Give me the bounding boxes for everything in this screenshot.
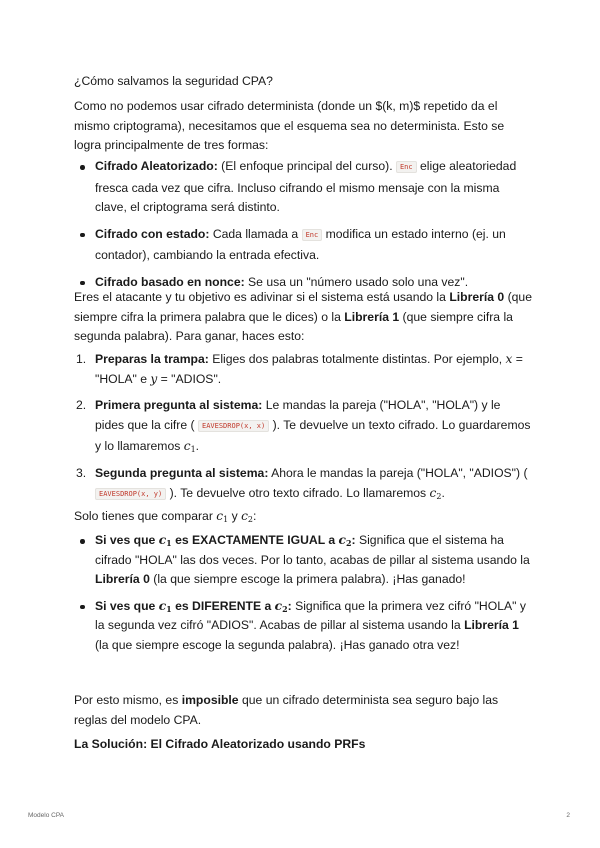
code-eavesdrop: EAVESDROP(x, y) [95, 488, 166, 500]
list-item: Si ves que $c_1$ es EXACTAMENTE IGUAL a $c_2$: Significa que el sistema ha cifrado "HOLA" las dos veces. Por lo tanto, acabas de pillar al sistema usando la Librería 0 (la que siempre escoge la primera palabra). ¡Has ganado! [74, 531, 532, 590]
list-item: 2. Primera pregunta al sistema: Le mandas la pareja ("HOLA", "HOLA") y le pides que la cifre ( EAVESDROP(x, x) ). Te devuelve un texto cifrado. Lo guardaremos y lo llamaremos $c_1$. [76, 398, 531, 455]
list-item: Cifrado Aleatorizado: (El enfoque principal del curso). Enc elige aleatoriedad fresca cada vez que cifra. Incluso cifrando el mismo mensaje con la misma clave, el criptograma será distinto. [74, 157, 532, 218]
intro-paragraph: Como no podemos usar cifrado determinista (donde un $(k, m)$ repetido da el mismo criptograma), necesitamos que el esquema sea no determinista. Esto se logra principalmente de tres formas: [74, 99, 505, 153]
list-item: Si ves que $c_1$ es DIFERENTE a $c_2$: Significa que la primera vez cifró "HOLA" y la segunda vez cifró "ADIOS". Acabas de pillar al sistema usando la Librería 1 (la que siempre escoge la segunda palabra). ¡Has ganado otra vez! [74, 597, 532, 656]
code-enc: Enc [396, 161, 417, 173]
attacker-paragraph: Eres el atacante y tu objetivo es adivinar si el sistema está usando la Librería 0 (que siempre cifra la primera palabra que le dices) o la Librería 1 (que siempre cifra la segunda palabra). Para ganar, haces esto: [74, 290, 532, 344]
compare-line: Solo tienes que comparar $c_1$ y $c_2$: [74, 509, 257, 524]
forms-list [74, 157, 532, 293]
code-eavesdrop: EAVESDROP(x, x) [198, 420, 269, 432]
page-number: 2 [566, 812, 570, 819]
code-enc: Enc [302, 229, 323, 241]
list-item: Cifrado basado en nonce: Se usa un "número usado solo una vez". [74, 273, 532, 293]
footer-title: Modelo CPA [28, 812, 65, 819]
conclusion-paragraph: Por esto mismo, es imposible que un cifrado determinista sea seguro bajo las reglas del modelo CPA. [74, 693, 499, 727]
steps-list [74, 350, 532, 505]
list-item: Cifrado con estado: Cada llamada a Enc modifica un estado interno (ej. un contador), cambiando la entrada efectiva. [74, 225, 532, 266]
list-item: 3. Segunda pregunta al sistema: Ahora le mandas la pareja ("HOLA", "ADIOS") ( EAVESDROP(x, y) ). Te devuelve otro texto cifrado. Lo llamaremos $c_2$. [76, 465, 528, 501]
section-title: ¿Cómo salvamos la seguridad CPA? [74, 74, 273, 88]
solution-heading: La Solución: El Cifrado Aleatorizado usando PRFs [74, 737, 366, 751]
cases-list [74, 531, 532, 656]
list-item: 1. Preparas la trampa: Eliges dos palabras totalmente distintas. Por ejemplo, x = "HOLA" e y = "ADIOS". [76, 352, 523, 386]
